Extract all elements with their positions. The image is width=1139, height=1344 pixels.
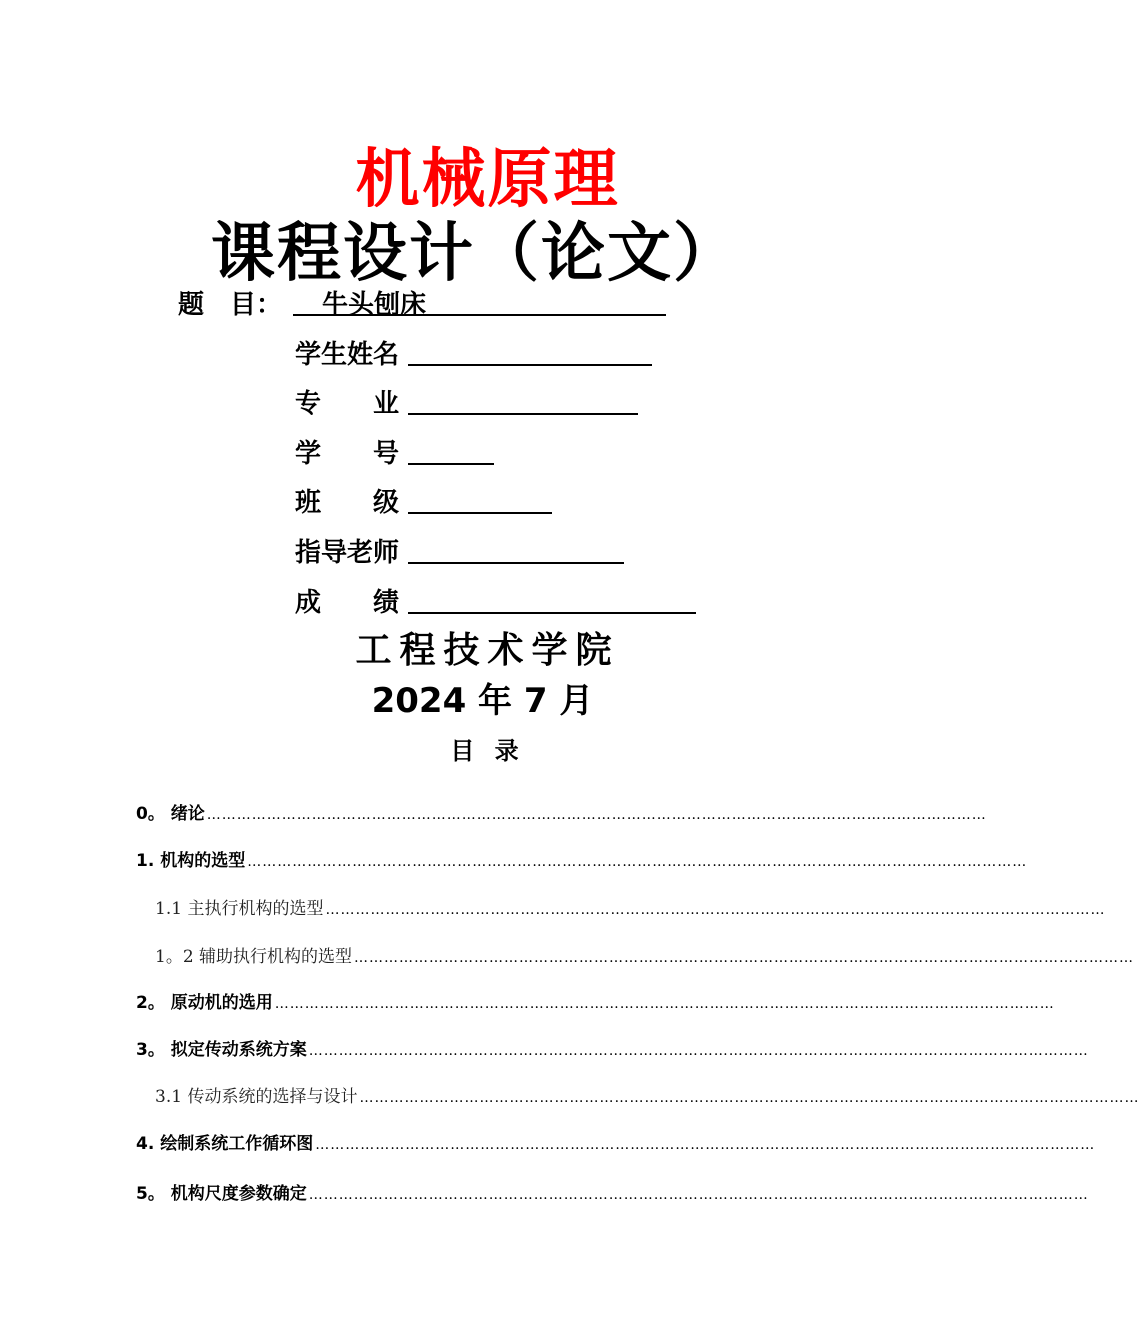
toc-item-label: 4. 绘制系统工作循环图 — [136, 1134, 314, 1154]
toc-leader-dots: ………………………………………………………………………………………………………………………………………… — [308, 1187, 1089, 1203]
toc-item-transmission-plan[interactable] — [136, 1035, 1089, 1060]
toc-item-label: 3。 拟定传动系统方案 — [136, 1040, 307, 1060]
toc-leader-dots: ………………………………………………………………………………………………………………………………………… — [206, 807, 987, 823]
grade-label: 成 绩 — [295, 588, 400, 618]
toc-leader-dots: ………………………………………………………………………………………………………………………………………… — [325, 902, 1106, 918]
toc-leader-dots: ………………………………………………………………………………………………………………………………………… — [274, 996, 1055, 1012]
toc-item-aux-mechanism[interactable] — [155, 942, 1135, 967]
toc-item-introduction[interactable] — [136, 799, 987, 824]
toc-leader-dots: ………………………………………………………………………………………………………………………………………… — [354, 950, 1135, 966]
toc-item-work-cycle[interactable] — [136, 1129, 1096, 1154]
student-name-underline — [408, 334, 652, 366]
toc-item-label: 1。2 辅助执行机构的选型 — [155, 947, 353, 967]
toc-leader-dots: ………………………………………………………………………………………………………………………………………… — [308, 1043, 1089, 1059]
major-underline — [408, 383, 638, 415]
toc-leader-dots: ………………………………………………………………………………………………………………………………………… — [247, 854, 1028, 870]
class-label: 班 级 — [295, 488, 400, 518]
toc-item-transmission-design[interactable] — [155, 1082, 1139, 1107]
toc-item-label: 2。 原动机的选用 — [136, 993, 273, 1013]
toc-item-prime-mover[interactable] — [136, 988, 1055, 1013]
topic-value: 牛头刨床 — [322, 290, 427, 320]
toc-item-label: 1.1 主执行机构的选型 — [155, 899, 324, 919]
toc-item-mechanism-selection[interactable] — [136, 846, 1028, 871]
toc-item-label: 3.1 传动系统的选择与设计 — [155, 1087, 358, 1107]
toc-item-label: 1. 机构的选型 — [136, 851, 246, 871]
advisor-label: 指导老师 — [295, 538, 400, 568]
major-label: 专 业 — [295, 389, 400, 419]
toc-leader-dots: ………………………………………………………………………………………………………………………………………… — [359, 1090, 1139, 1106]
school-name: 工程技术学院 — [355, 629, 620, 671]
toc-leader-dots: ………………………………………………………………………………………………………………………………………… — [315, 1137, 1096, 1153]
toc-item-label: 0。 绪论 — [136, 804, 205, 824]
topic-label: 题 目： — [178, 290, 283, 320]
student-id-underline — [408, 433, 494, 465]
cover-title-red: 机械原理 — [355, 143, 620, 217]
toc-item-dimension-params[interactable] — [136, 1179, 1089, 1204]
advisor-underline — [408, 532, 624, 564]
toc-item-main-mechanism[interactable] — [155, 894, 1106, 919]
toc-title: 目 录 — [450, 737, 525, 765]
class-underline — [408, 482, 552, 514]
student-id-label: 学 号 — [295, 439, 400, 469]
cover-date: 2024 年 7 月 — [371, 681, 594, 721]
student-name-label: 学生姓名 — [295, 340, 400, 370]
cover-title-main: 课程设计（论文） — [211, 217, 739, 291]
toc-item-label: 5。 机构尺度参数确定 — [136, 1184, 307, 1204]
grade-underline — [408, 582, 696, 614]
